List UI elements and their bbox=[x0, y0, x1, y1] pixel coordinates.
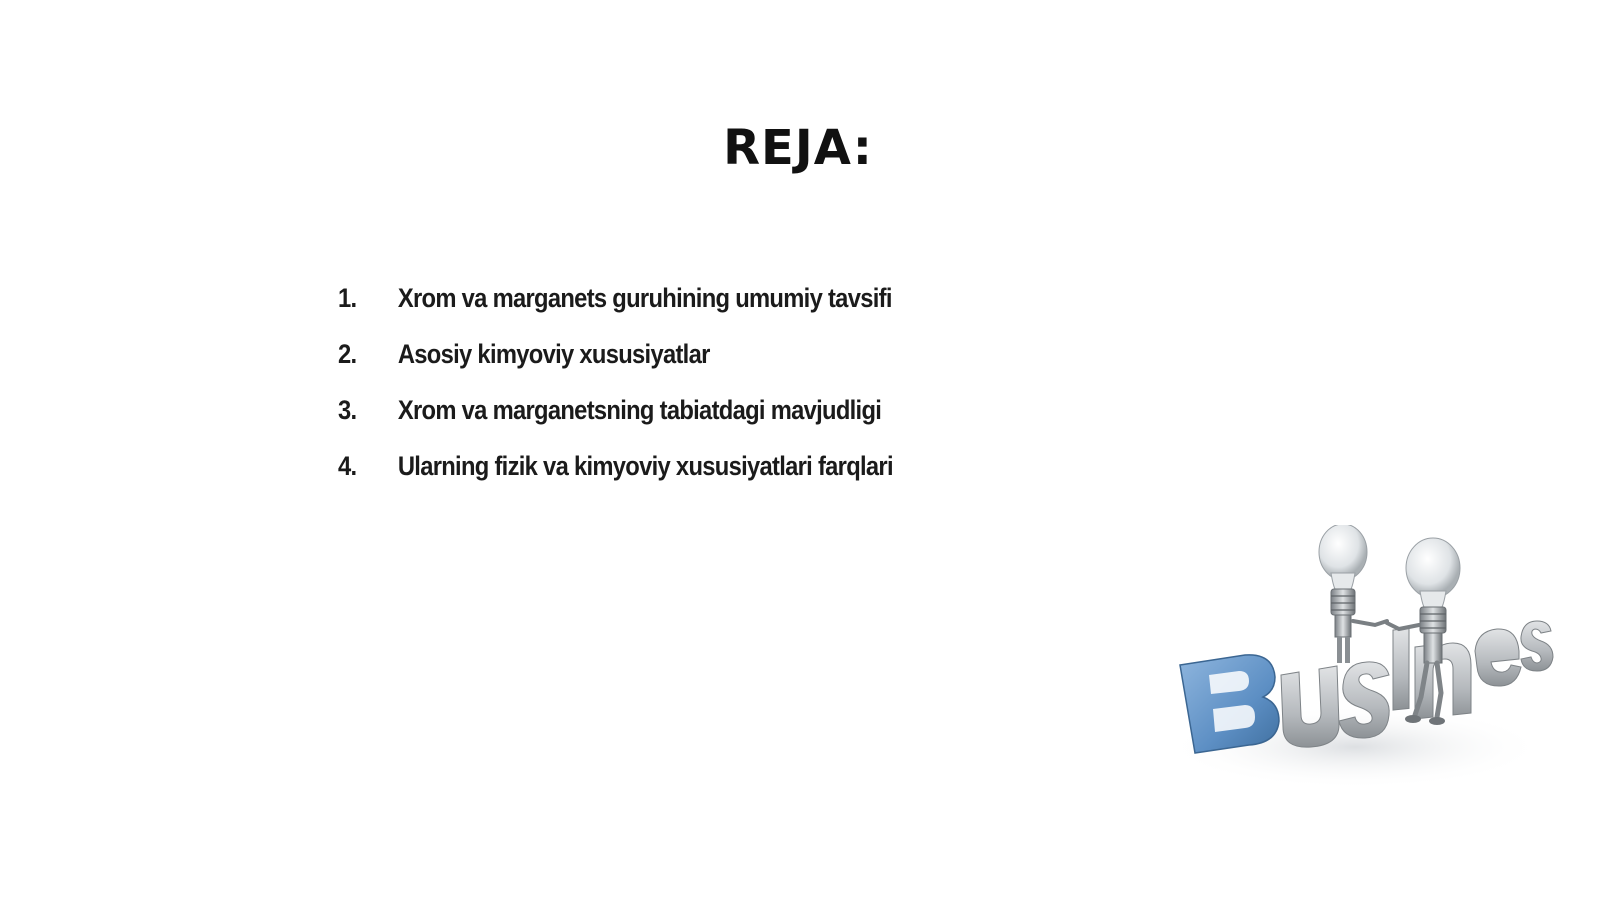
plan-item-4 bbox=[338, 451, 893, 507]
plan-item-text: Xrom va marganets guruhining umumiy tavsifi bbox=[397, 283, 892, 313]
plan-item-number: 3. bbox=[338, 395, 357, 425]
plan-item-2 bbox=[338, 339, 893, 395]
plan-item-text: Xrom va marganetsning tabiatdagi mavjudligi bbox=[397, 395, 882, 425]
plan-item-1 bbox=[338, 283, 893, 339]
plan-list bbox=[338, 283, 969, 507]
business-lightbulbs-illustration bbox=[1175, 525, 1555, 795]
plan-item-number: 1. bbox=[338, 283, 357, 313]
plan-item-text: Ularning fizik va kimyoviy xususiyatlari farqlari bbox=[397, 451, 893, 481]
plan-item-number: 4. bbox=[338, 451, 357, 481]
slide-title-text: REJA: bbox=[723, 120, 873, 177]
plan-item-number: 2. bbox=[338, 339, 357, 369]
plan-item-text: Asosiy kimyoviy xususiyatlar bbox=[397, 339, 710, 369]
slide-title bbox=[0, 120, 1600, 176]
lightbulb-left-icon bbox=[1319, 525, 1387, 663]
plan-item-3 bbox=[338, 395, 893, 451]
